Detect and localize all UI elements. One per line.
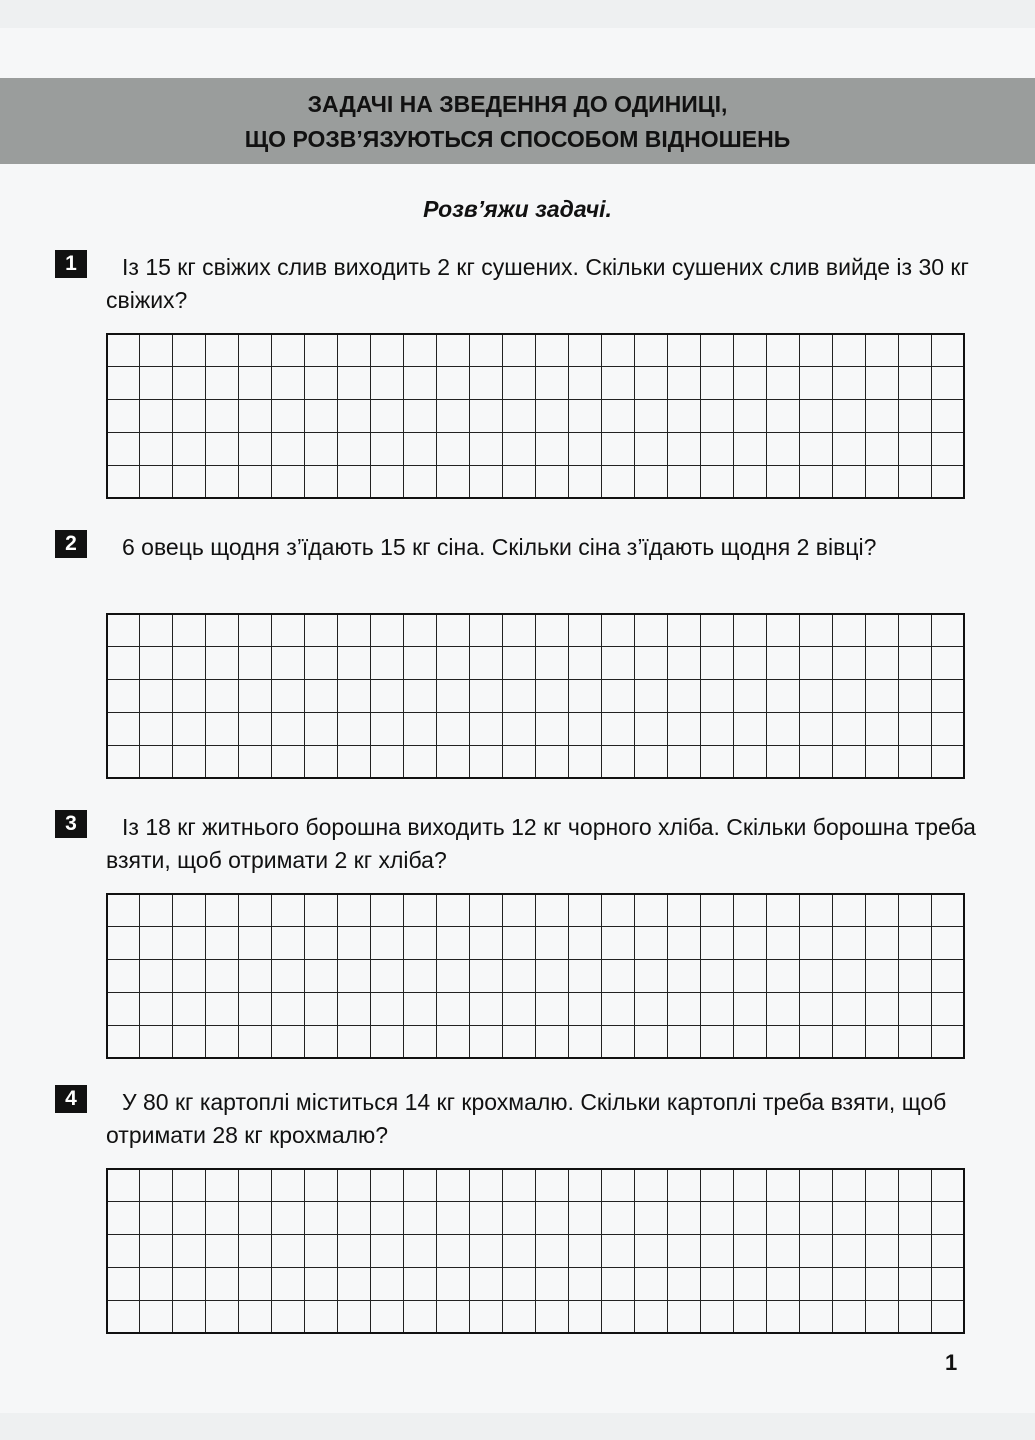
task-number-badge: 3 bbox=[55, 810, 87, 838]
answer-grid[interactable] bbox=[106, 613, 965, 779]
answer-grid[interactable] bbox=[106, 333, 965, 499]
section-header bbox=[0, 78, 1035, 164]
task-number-badge: 4 bbox=[55, 1085, 87, 1113]
task-text: Із 18 кг житнього борошна виходить 12 кг чорного хліба. Скільки борошна треба взяти, щоб отримати 2 кг хліба? bbox=[106, 814, 976, 873]
answer-grid[interactable] bbox=[106, 893, 965, 1059]
section-title-line-1: ЗАДАЧІ НА ЗВЕДЕННЯ ДО ОДИНИЦІ, bbox=[307, 91, 728, 117]
section-title-line-2: ЩО РОЗВ’ЯЗУЮТЬСЯ СПОСОБОМ ВІДНОШЕНЬ bbox=[244, 126, 791, 152]
task-text: Із 15 кг свіжих слив виходить 2 кг сушених. Скільки сушених слив вийде із 30 кг свіжих? bbox=[106, 254, 969, 313]
task-number-badge: 1 bbox=[55, 250, 87, 278]
instruction-heading: Розв’яжи задачі. bbox=[423, 196, 612, 222]
task-text: У 80 кг картоплі міститься 14 кг крохмалю. Скільки картоплі треба взяти, щоб отримати 28 кг крохмалю? bbox=[106, 1089, 947, 1148]
answer-grid[interactable] bbox=[106, 1168, 965, 1334]
task-text: 6 овець щодня з’їдають 15 кг сіна. Скільки сіна з’їдають щодня 2 вівці? bbox=[122, 534, 877, 560]
task-number-badge: 2 bbox=[55, 530, 87, 558]
page-number: 1 bbox=[945, 1350, 958, 1375]
